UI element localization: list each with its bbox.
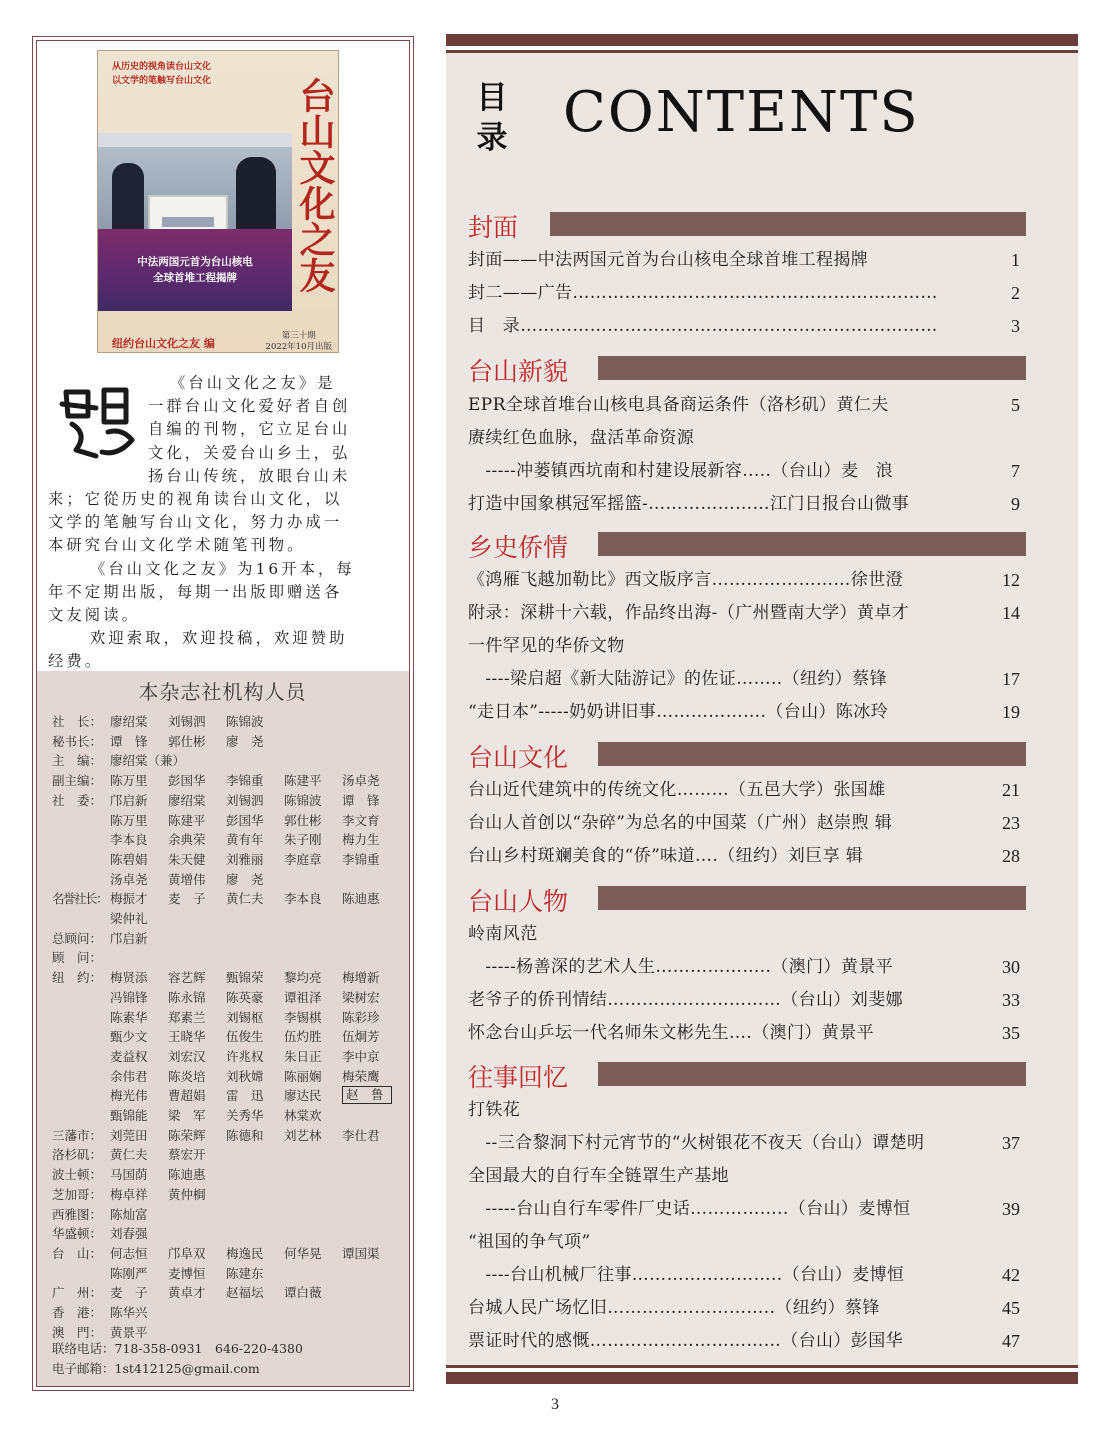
staff-name: 廖绍棠（兼） <box>110 753 186 769</box>
toc-entry-page: 17 <box>1002 669 1020 689</box>
staff-name: 黄景平 <box>110 1324 148 1340</box>
staff-row <box>52 929 400 949</box>
staff-name: 廖 尧 <box>226 733 264 749</box>
toc-entry[interactable] <box>468 389 1020 422</box>
staff-name: 麦益权 <box>110 1048 148 1064</box>
toc-entry[interactable] <box>468 488 1020 521</box>
intro-line: 经费。 <box>48 652 104 671</box>
staff-role-label <box>52 870 110 890</box>
toc-entry-page: 35 <box>1002 1023 1020 1043</box>
staff-role-label <box>52 811 110 831</box>
staff-name: 冯锦锋 <box>110 989 148 1005</box>
staff-role-label <box>52 1027 110 1047</box>
intro-line: 文学的笔触写台山文化，努力办成一 <box>48 513 343 532</box>
staff-name: 梅卓祥 <box>110 1186 148 1202</box>
toc-entry-title: 封二——广告……………………………………………………… <box>468 283 938 303</box>
staff-name: 郭仕彬 <box>284 812 322 828</box>
staff-name: 伍炯芳 <box>342 1029 380 1045</box>
staff-name: 陈万里 <box>110 812 148 828</box>
intro-line: 《台山文化之友》是 <box>170 374 336 392</box>
toc-entry[interactable] <box>468 1017 1020 1050</box>
staff-role-label: 名誉社长： <box>52 891 108 907</box>
contents-heading: CONTENTS <box>563 80 920 145</box>
staff-role-label: 主 编： <box>52 753 103 769</box>
staff-name: 刘莞田 <box>110 1127 148 1143</box>
toc-entry-page: 5 <box>1011 395 1020 415</box>
toc-entry-page: 23 <box>1002 813 1020 833</box>
staff-row <box>52 948 400 968</box>
staff-name: 刘锡枢 <box>226 1009 264 1025</box>
staff-name: 陈炎培 <box>168 1068 206 1084</box>
section-title: 台山文化 <box>468 743 569 772</box>
staff-row <box>52 1303 400 1323</box>
staff-row <box>52 1027 400 1047</box>
staff-role-label: 总顾问： <box>52 930 103 946</box>
cover-issue-info <box>266 331 332 353</box>
staff-row <box>52 889 400 909</box>
staff-name: 甄少文 <box>110 1029 148 1045</box>
toc-entry-page: 47 <box>1002 1331 1020 1351</box>
staff-name: 梁 军 <box>168 1108 206 1124</box>
staff-role-label: 华盛顿： <box>52 1226 103 1242</box>
staff-name: 雷 迅 <box>226 1088 264 1104</box>
staff-name: 曹超娟 <box>168 1088 206 1104</box>
staff-name: 李文育 <box>342 812 380 828</box>
staff-name: 汤卓尧 <box>110 871 148 887</box>
staff-role-label <box>52 1086 110 1106</box>
toc-entry[interactable] <box>468 277 1020 310</box>
staff-name: 何华晃 <box>284 1245 322 1261</box>
toc-entry-page: 37 <box>1002 1133 1020 1153</box>
toc-entry-page: 28 <box>1002 846 1020 866</box>
toc-entry[interactable] <box>468 244 1020 277</box>
staff-role-label <box>52 1264 110 1284</box>
staff-row <box>52 1244 400 1264</box>
toc-entry-title: 怀念台山乒坛一代名师朱文彬先生….（澳门）黄景平 <box>468 1023 875 1043</box>
staff-name: 容艺辉 <box>168 970 206 986</box>
staff-name: 刘锡泗 <box>168 714 206 729</box>
intro-line: 扬台山传统，放眼台山未 <box>148 466 351 485</box>
staff-name: 陈迪惠 <box>342 891 380 907</box>
staff-role-label: 纽 约： <box>52 970 103 986</box>
intro-line: 一群台山文化爱好者自创 <box>148 397 351 416</box>
staff-row <box>52 1086 400 1106</box>
toc-entry-title: 打造中国象棋冠军摇篮-…………………江门日报台山微事 <box>468 494 910 514</box>
staff-role-label: 芝加哥： <box>52 1186 103 1202</box>
section-bar <box>598 356 1026 380</box>
toc-entry[interactable] <box>468 1094 1020 1127</box>
toc-entry-page: 39 <box>1002 1199 1020 1219</box>
toc-entry-page: 30 <box>1002 957 1020 977</box>
staff-name: 李锦重 <box>342 851 380 867</box>
staff-name: 黄仁夫 <box>226 891 264 907</box>
toc-entry-page: 14 <box>1002 603 1020 623</box>
toc-entry[interactable] <box>468 1259 1020 1292</box>
toc-entry-title: 一件罕见的华侨文物 <box>468 636 625 656</box>
toc-entry-page: 9 <box>1011 494 1020 514</box>
staff-row <box>52 1047 400 1067</box>
staff-name: 朱日正 <box>284 1048 322 1064</box>
staff-role-label: 三藩市： <box>52 1127 103 1143</box>
staff-name: 廖 尧 <box>226 871 264 887</box>
magazine-introduction <box>48 372 394 674</box>
staff-name: 刘春强 <box>110 1226 148 1242</box>
section-title: 往事回忆 <box>468 1063 569 1092</box>
staff-name: 谭国渠 <box>342 1245 380 1261</box>
staff-row <box>52 1205 400 1225</box>
toc-entry[interactable] <box>468 1193 1020 1226</box>
staff-name: 朱子刚 <box>284 832 322 848</box>
staff-role-label: 顾 问： <box>52 950 103 966</box>
staff-name: 陈丽娴 <box>284 1068 322 1084</box>
staff-role-label: 西雅图： <box>52 1206 103 1222</box>
staff-name: 李仕君 <box>342 1127 380 1143</box>
toc-entry-page: 45 <box>1002 1298 1020 1318</box>
email-label: 电子邮箱： <box>52 1360 115 1376</box>
staff-row <box>52 1165 400 1185</box>
toc-entry[interactable] <box>468 630 1020 663</box>
bottom-rule-thick <box>446 1372 1078 1384</box>
section-title: 乡史侨情 <box>468 533 569 562</box>
staff-name: 廖绍棠 <box>110 714 148 729</box>
staff-name: 伍俊生 <box>226 1029 264 1045</box>
toc-entry[interactable] <box>468 1127 1020 1160</box>
cover-editor-credit: 纽约台山文化之友 编 <box>112 337 215 350</box>
staff-name: 邝启新 <box>110 792 148 808</box>
section-title: 台山人物 <box>468 887 569 916</box>
toc-entry[interactable] <box>468 1160 1020 1193</box>
section-title: 封面 <box>468 213 519 242</box>
page-number: 3 <box>551 1396 559 1413</box>
staff-name: 麦 子 <box>168 891 206 907</box>
staff-name: 陈锦波 <box>226 714 264 729</box>
staff-row <box>52 850 400 870</box>
email-value: 1st412125@gmail.com <box>114 1360 260 1376</box>
staff-name: 刘雅丽 <box>226 851 264 867</box>
staff-row <box>52 732 400 752</box>
toc-entry[interactable] <box>468 310 1020 343</box>
toc-entry[interactable] <box>468 840 1020 873</box>
staff-role-label <box>52 988 110 1008</box>
toc-entry[interactable] <box>468 984 1020 1017</box>
staff-name: 甄锦能 <box>110 1108 148 1124</box>
staff-name: 赵福坛 <box>226 1285 264 1301</box>
staff-row <box>52 1283 400 1303</box>
contact-info <box>52 1339 303 1378</box>
toc-entry-page: 42 <box>1002 1265 1020 1285</box>
toc-entry-title: 老爷子的侨刊情结…………………………（台山）刘斐娜 <box>468 990 903 1010</box>
toc-entry-title: EPR全球首堆台山核电具备商运条件（洛杉矶）黄仁夫 <box>468 395 889 415</box>
staff-name: 梁仲礼 <box>110 911 148 927</box>
toc-entry-page: 2 <box>1011 283 1020 303</box>
staff-name: 陈万里 <box>110 773 148 789</box>
staff-row <box>52 968 400 988</box>
toc-entry-title: 台山乡村斑斓美食的“侨”味道….（纽约）刘巨享 辑 <box>468 846 864 866</box>
staff-name: 朱天健 <box>168 851 206 867</box>
staff-role-label: 台 山： <box>52 1245 103 1261</box>
staff-name: 黄卓才 <box>168 1285 206 1301</box>
toc-entry-page: 12 <box>1002 570 1020 590</box>
staff-name: 李本良 <box>284 891 322 907</box>
staff-name: 郭仕彬 <box>168 733 206 749</box>
toc-entry-page: 7 <box>1011 461 1020 481</box>
phone-value: 718-358-0931 646-220-4380 <box>114 1341 303 1356</box>
staff-row <box>52 1067 400 1087</box>
staff-name: 陈德和 <box>226 1127 264 1143</box>
staff-name: 梁树宏 <box>342 989 380 1005</box>
staff-name: 麦博恒 <box>168 1265 206 1281</box>
toc-entry-title: 台山人首创以“杂碎”为总名的中国菜（广州）赵崇煦 辑 <box>468 813 893 833</box>
toc-entry[interactable] <box>468 774 1020 807</box>
toc-entry-title: 打铁花 <box>468 1100 521 1120</box>
staff-name: 黄有年 <box>226 832 264 848</box>
staff-row <box>52 1185 400 1205</box>
staff-name: 李锡棋 <box>284 1009 322 1025</box>
staff-name: 陈碧娟 <box>110 851 148 867</box>
cover-issue-date: 2022年10月出版 <box>265 342 332 352</box>
cover-headline-line-1: 中法两国元首为台山核电 <box>137 256 253 268</box>
staff-name: 梅逸民 <box>226 1245 264 1261</box>
toc-entry-title: 台山近代建筑中的传统文化………（五邑大学）张国雄 <box>468 780 886 800</box>
staff-row <box>52 870 400 890</box>
staff-name: 黎均亮 <box>284 970 322 986</box>
toc-entry-title: ----台山机械厂往事……………………..（台山）麦博恒 <box>468 1265 905 1285</box>
staff-name: 谭 锋 <box>342 792 380 808</box>
staff-name: 麦 子 <box>110 1285 148 1301</box>
staff-name: 陈英豪 <box>226 989 264 1005</box>
staff-row <box>52 751 400 771</box>
intro-line: 文友阅读。 <box>48 606 140 625</box>
staff-name: 何志恒 <box>110 1245 148 1261</box>
toc-entry-title: 全国最大的自行车全链罩生产基地 <box>468 1166 729 1186</box>
staff-role-label: 洛杉矶： <box>52 1147 103 1163</box>
staff-role-label: 香 港： <box>52 1305 103 1321</box>
intro-line: 《台山文化之友》为16开本，每 <box>90 559 355 578</box>
staff-name: 陈刚严 <box>110 1265 148 1281</box>
toc-entry[interactable] <box>468 663 1020 696</box>
staff-row <box>52 988 400 1008</box>
toc-entry-page: 19 <box>1002 702 1020 722</box>
toc-entry-page: 33 <box>1002 990 1020 1010</box>
staff-role-label: 社 委： <box>52 792 103 808</box>
staff-row <box>52 1126 400 1146</box>
staff-name: 邝阜双 <box>168 1245 206 1261</box>
cover-title: 台山文化之友 <box>294 77 336 293</box>
section-bar <box>598 742 1026 766</box>
staff-name: 谭祖泽 <box>284 989 322 1005</box>
staff-panel-title: 本杂志社机构人员 <box>138 680 307 704</box>
staff-name: 黄增伟 <box>168 871 206 887</box>
staff-name: 刘宏汉 <box>168 1048 206 1064</box>
toc-entry-title: -----杨善深的艺术人生………………..（澳门）黄景平 <box>468 957 894 977</box>
cover-headline-band <box>98 229 292 311</box>
toc-entry[interactable] <box>468 1292 1020 1325</box>
staff-role-label <box>52 1067 110 1087</box>
toc-entry-title: “祖国的争气项” <box>468 1232 591 1252</box>
cover-issue-number: 第三十期 <box>281 331 316 341</box>
staff-name: 汤卓尧 <box>342 773 380 789</box>
staff-name: 陈锦波 <box>284 792 322 808</box>
staff-name: 蔡宏开 <box>168 1147 206 1163</box>
toc-entry[interactable] <box>468 696 1020 729</box>
toc-entry-title: 《鸿雁飞越加勒比》西文版序言……………………徐世澄 <box>468 570 903 590</box>
cover-slogan-line-2: 以文学的笔触写台山文化 <box>112 76 212 86</box>
toc-entry-title: 附录：深耕十六载，作品终出海-（广州暨南大学）黄卓才 <box>468 603 910 623</box>
toc-entry-page: 1 <box>1011 250 1020 270</box>
section-bar <box>598 532 1026 556</box>
staff-row <box>52 909 400 929</box>
section-bar <box>598 1062 1026 1086</box>
staff-name: 廖达民 <box>284 1088 322 1104</box>
staff-name: 李本良 <box>110 832 148 848</box>
toc-entry-title: -----冲蒌镇西坑南和村建设展新容.....（台山）麦 浪 <box>468 461 894 481</box>
staff-role-label: 副主编： <box>52 773 103 789</box>
staff-name: 陈灿富 <box>110 1206 148 1222</box>
toc-entry-page: 3 <box>1011 316 1020 336</box>
mulu-heading: 目录 <box>476 80 508 156</box>
staff-role-label <box>52 909 110 929</box>
staff-role-label: 广 州： <box>52 1285 103 1301</box>
toc-entry[interactable] <box>468 951 1020 984</box>
staff-name: 王晓华 <box>168 1029 206 1045</box>
toc-entry[interactable] <box>468 564 1020 597</box>
toc-entry[interactable] <box>468 807 1020 840</box>
staff-role-label: 波士顿： <box>52 1167 103 1183</box>
staff-role-label: 秘书长： <box>52 733 103 749</box>
staff-role-label <box>52 850 110 870</box>
staff-name: 谭 锋 <box>110 733 148 749</box>
staff-row <box>52 1145 400 1165</box>
staff-row <box>52 771 400 791</box>
toc-entry-title: 封面——中法两国元首为台山核电全球首堆工程揭牌 <box>468 250 869 270</box>
staff-name: 刘锡泗 <box>226 792 264 808</box>
toc-entry[interactable] <box>468 918 1020 951</box>
staff-role-label <box>52 830 110 850</box>
toc-entry-title: 目 录……………………………………………………………… <box>468 316 938 336</box>
staff-row <box>52 1106 400 1126</box>
section-bar <box>550 212 1026 236</box>
intro-line: 欢迎索取，欢迎投稿，欢迎赞助 <box>90 629 348 648</box>
staff-role-label: 社 长： <box>52 714 103 729</box>
staff-name: 李锦重 <box>226 773 264 789</box>
staff-name: 刘艺林 <box>284 1127 322 1143</box>
staff-name: 梅力生 <box>342 832 380 848</box>
intro-line: 来；它從历史的视角读台山文化，以 <box>48 490 343 509</box>
section-title: 台山新貌 <box>468 357 569 386</box>
toc-entry-title: 票证时代的感慨……………………………（台山）彭国华 <box>468 1331 903 1351</box>
toc-entry-title: 赓续红色血脉，盘活革命资源 <box>468 428 695 448</box>
staff-name: 李中京 <box>342 1048 380 1064</box>
staff-name: 梅增新 <box>342 970 380 986</box>
toc-entry-title: 台城人民广场忆旧………………………..（纽约）蔡锋 <box>468 1298 880 1318</box>
intro-line: 本研究台山文化学术随笔刊物。 <box>48 536 306 555</box>
cover-slogan-line-1: 从历史的视角读台山文化 <box>112 62 212 72</box>
staff-name: 伍灼胜 <box>284 1029 322 1045</box>
staff-name: 陈建东 <box>226 1265 264 1281</box>
staff-name: 陈建平 <box>168 812 206 828</box>
staff-role-label: 澳 門： <box>52 1324 103 1340</box>
staff-name: 黄仲榈 <box>168 1186 206 1202</box>
staff-name: 余典荣 <box>168 832 206 848</box>
toc-entry-title: 岭南风范 <box>468 924 538 944</box>
toc-entry[interactable] <box>468 455 1020 488</box>
staff-list <box>52 712 400 1343</box>
toc-entry[interactable] <box>468 422 1020 455</box>
section-bar <box>598 886 1026 910</box>
toc-entry-title: ----梁启超《新大陆游记》的佐证……..（纽约）蔡锋 <box>468 669 887 689</box>
staff-row <box>52 1264 400 1284</box>
toc-entry-page: 21 <box>1002 780 1020 800</box>
intro-line: 文化，关爱台山乡土，弘 <box>148 443 351 462</box>
staff-row <box>52 830 400 850</box>
staff-row <box>52 712 400 732</box>
staff-name: 关秀华 <box>226 1108 264 1124</box>
staff-name: 陈彩珍 <box>342 1009 380 1025</box>
staff-name: 黄仁夫 <box>110 1147 148 1163</box>
staff-role-label <box>52 1047 110 1067</box>
toc-entry[interactable] <box>468 1325 1020 1358</box>
staff-name: 李庭章 <box>284 851 322 867</box>
bottom-rule-thin <box>446 1365 1078 1368</box>
staff-name: 许兆权 <box>226 1048 264 1064</box>
staff-name: 陈迪惠 <box>168 1167 206 1183</box>
phone-label: 联络电话： <box>52 1341 115 1356</box>
staff-name: 余伟君 <box>110 1068 148 1084</box>
toc-entry[interactable] <box>468 597 1020 630</box>
staff-name: 林棠欢 <box>284 1108 322 1124</box>
toc-entry-title: -----台山自行车零件厂史话……………..（台山）麦博恒 <box>468 1199 911 1219</box>
staff-name: 梅荣鹰 <box>342 1068 380 1084</box>
staff-name: 梅贤添 <box>110 970 148 986</box>
staff-row <box>52 811 400 831</box>
staff-name: 陈荣辉 <box>168 1127 206 1143</box>
toc-entry[interactable] <box>468 1226 1020 1259</box>
staff-name: 赵 鲁 <box>342 1086 392 1104</box>
staff-name: 梅振才 <box>110 891 148 907</box>
staff-name: 谭白薇 <box>284 1285 322 1301</box>
staff-name: 彭国华 <box>168 773 206 789</box>
staff-name: 刘秋嫦 <box>226 1068 264 1084</box>
staff-role-label <box>52 1106 110 1126</box>
toc-entry-title: “走日本”-----奶奶讲旧事……………….（台山）陈冰玲 <box>468 702 889 722</box>
staff-name: 郑素兰 <box>168 1009 206 1025</box>
staff-row <box>52 1008 400 1028</box>
staff-name: 陈素华 <box>110 1009 148 1025</box>
top-rule-thick <box>446 34 1078 46</box>
staff-name: 邝启新 <box>110 930 148 946</box>
staff-role-label <box>52 1008 110 1028</box>
staff-name: 甄锦荣 <box>226 970 264 986</box>
staff-name: 陈永锦 <box>168 989 206 1005</box>
staff-name: 廖绍棠 <box>168 792 206 808</box>
intro-line: 自编的刊物，它立足台山 <box>148 420 351 439</box>
cover-headline-line-2: 全球首堆工程揭牌 <box>153 272 237 284</box>
staff-name: 陈华兴 <box>110 1305 148 1321</box>
toc-entry-title: --三合黎洞下村元宵节的“火树银花不夜天（台山）谭楚明 <box>468 1133 925 1153</box>
staff-name: 马国荫 <box>110 1167 148 1183</box>
staff-row <box>52 791 400 811</box>
staff-name: 彭国华 <box>226 812 264 828</box>
staff-name: 陈建平 <box>284 773 322 789</box>
intro-line: 年不定期出版，每期一出版即赠送各 <box>48 582 343 601</box>
staff-row <box>52 1224 400 1244</box>
staff-name: 梅光伟 <box>110 1088 148 1104</box>
magazine-cover-image <box>97 50 339 353</box>
